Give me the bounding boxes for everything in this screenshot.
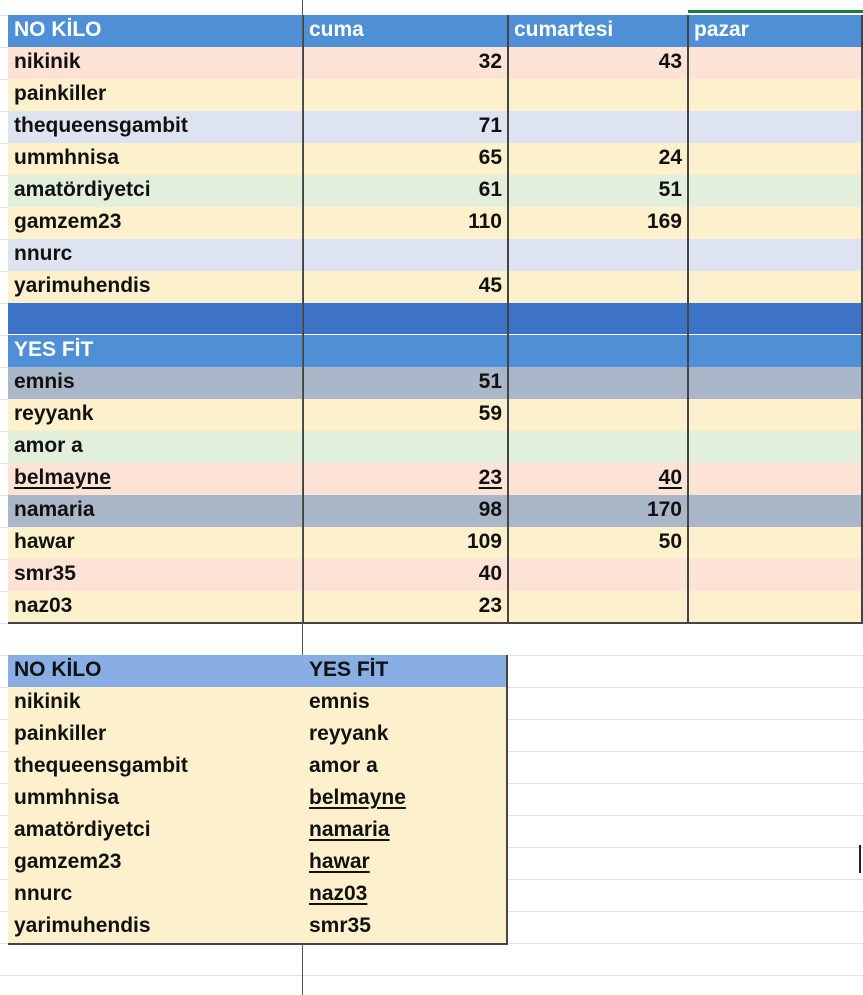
name-cell[interactable]: ummhnisa [8,143,303,175]
summary-right-cell[interactable]: naz03 [303,879,508,911]
cumartesi-cell[interactable] [508,367,688,399]
pazar-cell[interactable] [688,559,863,591]
summary-left-cell[interactable]: painkiller [8,719,303,751]
name-cell[interactable]: nnurc [8,239,303,271]
summary-right-cell[interactable]: hawar [303,847,508,879]
summary-left-cell[interactable]: gamzem23 [8,847,303,879]
cuma-cell[interactable]: 51 [303,367,508,399]
summary-left-cell[interactable]: amatördiyetci [8,815,303,847]
cumartesi-cell[interactable]: 43 [508,47,688,79]
cumartesi-cell[interactable] [508,399,688,431]
cursor-mark [859,845,861,873]
cumartesi-cell[interactable] [508,111,688,143]
table-bottom-border [8,622,863,624]
name-cell[interactable]: gamzem23 [8,207,303,239]
name-cell[interactable]: smr35 [8,559,303,591]
pazar-cell[interactable] [688,207,863,239]
pazar-cell[interactable] [688,111,863,143]
summary-right-cell[interactable]: amor a [303,751,508,783]
cuma-cell[interactable]: 23 [303,463,508,495]
summary-left-cell[interactable]: ummhnisa [8,783,303,815]
header-cell-2[interactable]: cumartesi [508,15,688,47]
cuma-cell[interactable] [303,239,508,271]
pazar-cell[interactable] [688,527,863,559]
pazar-cell[interactable] [688,79,863,111]
summary-header-0[interactable]: NO KİLO [8,655,303,687]
cumartesi-cell[interactable]: 40 [508,463,688,495]
name-cell[interactable]: namaria [8,495,303,527]
yes-fit-header[interactable]: YES FİT [8,335,303,367]
gridline [0,975,863,976]
cumartesi-cell[interactable]: 51 [508,175,688,207]
column-divider [507,15,509,623]
pazar-cell[interactable] [688,591,863,623]
cuma-cell[interactable]: 32 [303,47,508,79]
cumartesi-cell[interactable] [508,271,688,303]
pazar-cell[interactable] [688,399,863,431]
cumartesi-cell[interactable]: 24 [508,143,688,175]
summary-right-cell[interactable]: belmayne [303,783,508,815]
name-cell[interactable]: emnis [8,367,303,399]
summary-right-border [506,655,508,945]
name-cell[interactable]: reyyank [8,399,303,431]
pazar-cell[interactable] [688,367,863,399]
summary-bottom-border [8,943,508,945]
name-cell[interactable]: painkiller [8,79,303,111]
summary-right-cell[interactable]: emnis [303,687,508,719]
cuma-cell[interactable]: 45 [303,271,508,303]
cuma-cell[interactable]: 23 [303,591,508,623]
cuma-cell[interactable]: 110 [303,207,508,239]
column-divider [687,15,689,623]
summary-header-1[interactable]: YES FİT [303,655,508,687]
pazar-cell[interactable] [688,495,863,527]
summary-right-cell[interactable]: smr35 [303,911,508,943]
header-blank[interactable] [688,335,863,367]
header-cell-0[interactable]: NO KİLO [8,15,303,47]
summary-left-cell[interactable]: nikinik [8,687,303,719]
pazar-cell[interactable] [688,463,863,495]
cuma-cell[interactable]: 65 [303,143,508,175]
cuma-cell[interactable]: 98 [303,495,508,527]
header-blank[interactable] [508,335,688,367]
cuma-cell[interactable]: 61 [303,175,508,207]
summary-left-cell[interactable]: thequeensgambit [8,751,303,783]
cumartesi-cell[interactable]: 50 [508,527,688,559]
header-blank[interactable] [303,335,508,367]
name-cell[interactable]: amatördiyetci [8,175,303,207]
cuma-cell[interactable] [303,79,508,111]
pazar-cell[interactable] [688,239,863,271]
active-column-marker [688,10,863,13]
pazar-cell[interactable] [688,175,863,207]
summary-left-cell[interactable]: yarimuhendis [8,911,303,943]
cumartesi-cell[interactable] [508,591,688,623]
cumartesi-cell[interactable] [508,239,688,271]
cuma-cell[interactable]: 40 [303,559,508,591]
name-cell[interactable]: amor a [8,431,303,463]
pazar-cell[interactable] [688,143,863,175]
header-cell-3[interactable]: pazar [688,15,863,47]
cuma-cell[interactable]: 109 [303,527,508,559]
name-cell[interactable]: naz03 [8,591,303,623]
cumartesi-cell[interactable] [508,79,688,111]
pazar-cell[interactable] [688,431,863,463]
pazar-cell[interactable] [688,271,863,303]
name-cell[interactable]: yarimuhendis [8,271,303,303]
cuma-cell[interactable]: 71 [303,111,508,143]
name-cell[interactable]: nikinik [8,47,303,79]
cuma-cell[interactable]: 59 [303,399,508,431]
name-cell[interactable]: hawar [8,527,303,559]
name-cell[interactable]: thequeensgambit [8,111,303,143]
summary-right-cell[interactable]: namaria [303,815,508,847]
cumartesi-cell[interactable] [508,431,688,463]
cumartesi-cell[interactable] [508,559,688,591]
cuma-cell[interactable] [303,431,508,463]
cumartesi-cell[interactable]: 170 [508,495,688,527]
separator-row [8,303,863,334]
summary-left-cell[interactable]: nnurc [8,879,303,911]
pazar-cell[interactable] [688,47,863,79]
name-cell[interactable]: belmayne [8,463,303,495]
cumartesi-cell[interactable]: 169 [508,207,688,239]
summary-right-cell[interactable]: reyyank [303,719,508,751]
header-cell-1[interactable]: cuma [303,15,508,47]
